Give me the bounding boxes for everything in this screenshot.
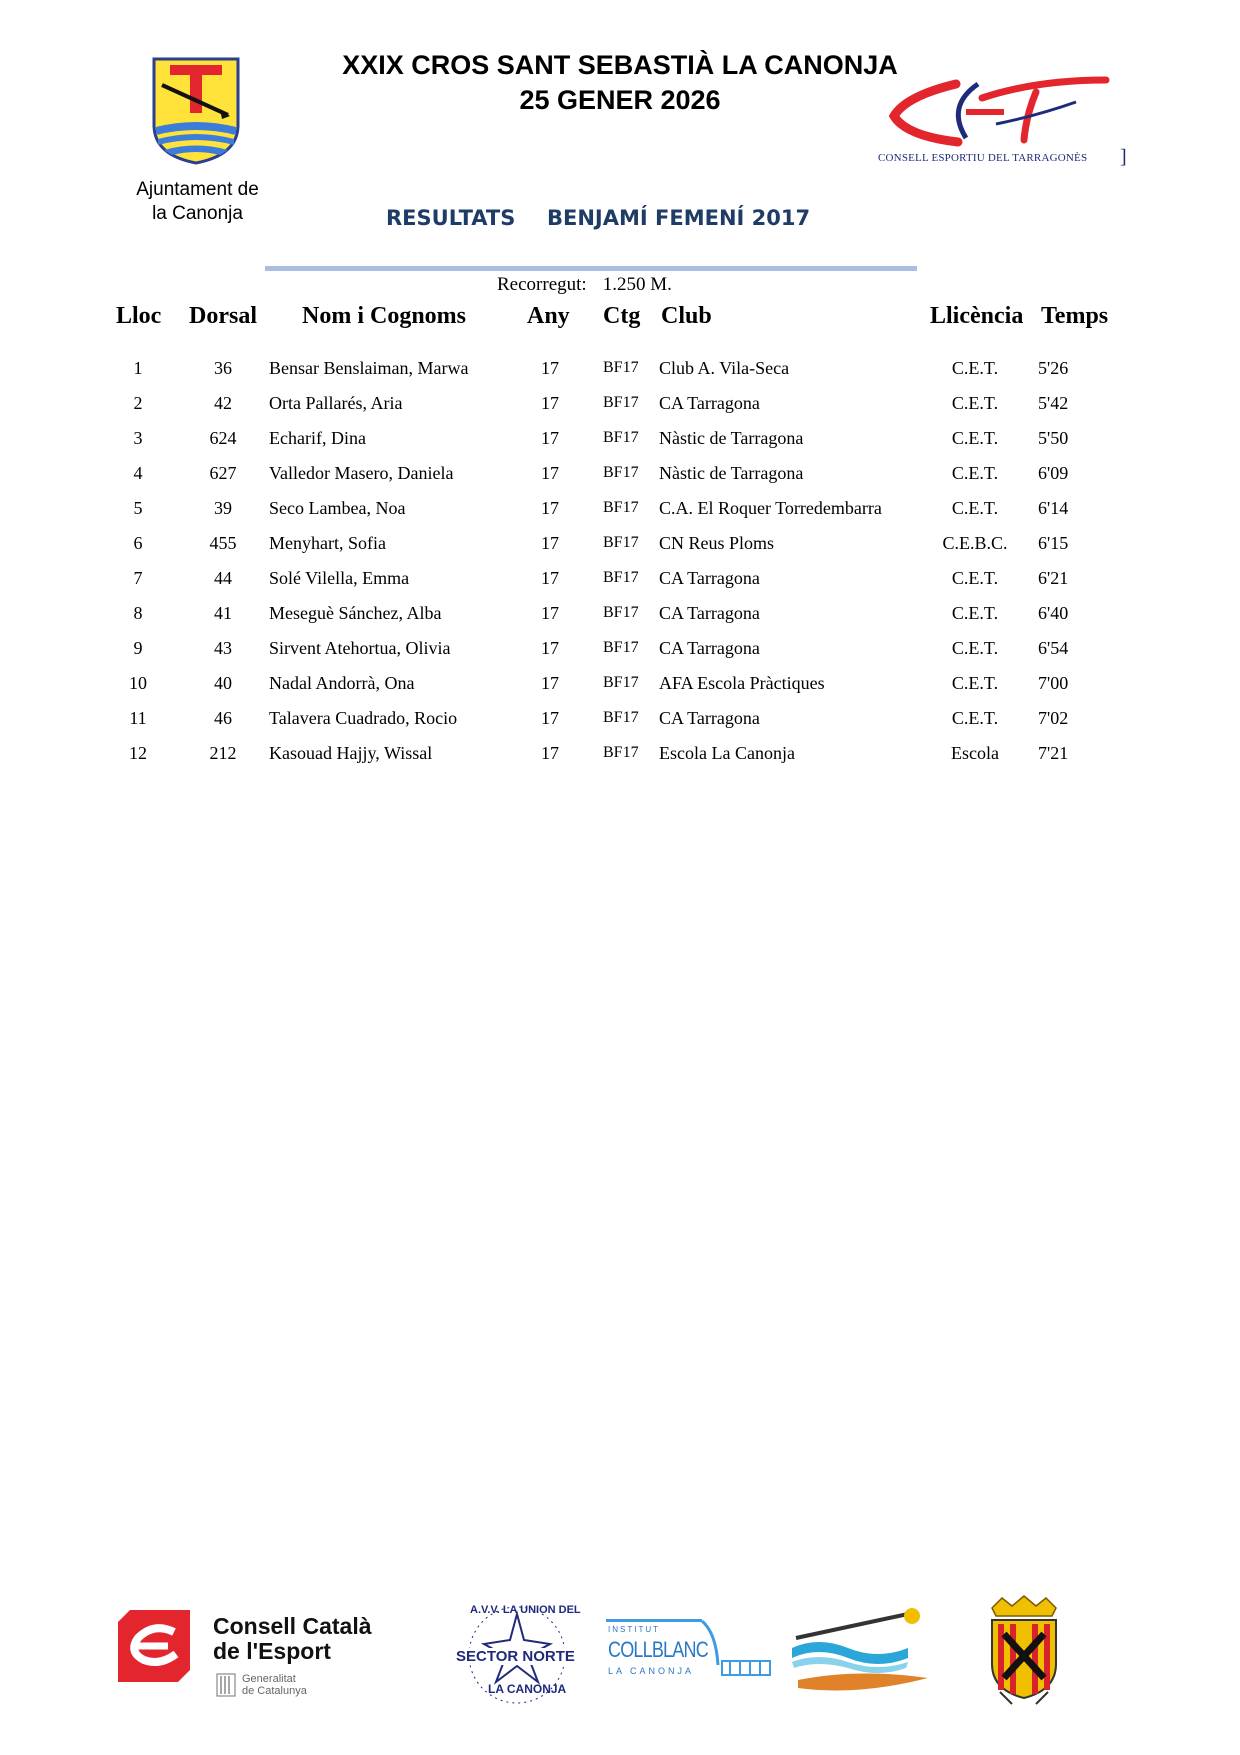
cell-llicencia: C.E.T.: [951, 603, 999, 623]
cell-ctg: BF17: [603, 674, 639, 691]
page-title: XXIX CROS SANT SEBASTIÀ LA CANONJA: [342, 50, 898, 80]
cell-dorsal: 36: [214, 358, 232, 378]
distance-label: Recorregut:: [497, 274, 587, 295]
cell-nom: Sirvent Atehortua, Olivia: [269, 638, 451, 658]
cell-lloc: 8: [133, 603, 143, 623]
canonja-coat-of-arms-icon: [150, 55, 242, 167]
cell-nom: Kasouad Hajjy, Wissal: [269, 743, 433, 763]
cell-any: 17: [541, 568, 559, 588]
cell-nom: Echarif, Dina: [269, 428, 366, 448]
cell-any: 17: [541, 533, 559, 553]
cell-dorsal: 46: [214, 708, 232, 728]
cell-dorsal: 44: [214, 568, 232, 588]
cell-dorsal: 455: [209, 533, 237, 553]
cell-dorsal: 624: [209, 428, 237, 448]
gen-line1: Generalitat: [242, 1673, 296, 1685]
table-row: [0, 568, 1240, 603]
table-row: [0, 603, 1240, 638]
cell-club: C.A. El Roquer Torredembarra: [659, 498, 882, 518]
cce-line1: Consell Català: [213, 1613, 372, 1639]
cell-ctg: BF17: [603, 709, 639, 726]
cell-temps: 6'40: [1038, 603, 1069, 623]
col-header-llicencia: Llicència: [930, 303, 1024, 329]
cell-ctg: BF17: [603, 464, 639, 481]
cell-dorsal: 43: [214, 638, 232, 658]
cell-llicencia: Escola: [951, 743, 999, 763]
cell-any: 17: [541, 428, 559, 448]
cell-dorsal: 41: [214, 603, 232, 623]
cell-club: Nàstic de Tarragona: [659, 463, 804, 483]
cell-lloc: 3: [133, 428, 143, 448]
avv-mid-text: SECTOR NORTE: [456, 1648, 575, 1665]
cell-temps: 5'50: [1038, 428, 1069, 448]
cell-llicencia: C.E.T.: [951, 568, 999, 588]
table-row: [0, 358, 1240, 393]
cell-ctg: BF17: [603, 744, 639, 761]
cell-nom: Nadal Andorrà, Ona: [269, 673, 415, 693]
cell-dorsal: 42: [214, 393, 232, 413]
cell-dorsal: 40: [214, 673, 232, 693]
cell-llicencia: C.E.T.: [951, 393, 999, 413]
cell-any: 17: [541, 638, 559, 658]
cell-temps: 6'09: [1038, 463, 1069, 483]
collblanc-name-text: COLLBLANC: [608, 1637, 708, 1662]
table-row: [0, 673, 1240, 708]
cell-lloc: 9: [133, 638, 143, 658]
cell-nom: Orta Pallarés, Aria: [269, 393, 403, 413]
col-header-lloc: Lloc: [116, 303, 162, 329]
cell-nom: Bensar Benslaiman, Marwa: [269, 358, 469, 378]
table-row: [0, 708, 1240, 743]
cell-llicencia: C.E.T.: [951, 708, 999, 728]
cell-ctg: BF17: [603, 359, 639, 376]
cell-lloc: 12: [129, 743, 147, 763]
generalitat-icon: [216, 1673, 236, 1697]
table-row: [0, 428, 1240, 463]
cell-nom: Menyhart, Sofia: [269, 533, 386, 553]
cell-temps: 7'02: [1038, 708, 1069, 728]
table-row: [0, 743, 1240, 778]
table-row: [0, 498, 1240, 533]
cell-any: 17: [541, 603, 559, 623]
cell-any: 17: [541, 673, 559, 693]
cell-lloc: 6: [133, 533, 143, 553]
col-header-temps: Temps: [1041, 303, 1109, 329]
cell-llicencia: C.E.T.: [951, 358, 999, 378]
gen-line2: de Catalunya: [242, 1685, 307, 1697]
avv-bottom-text: LA CANONJA: [488, 1682, 567, 1696]
cell-any: 17: [541, 393, 559, 413]
cell-club: AFA Escola Pràctiques: [659, 673, 825, 693]
cell-temps: 6'14: [1038, 498, 1069, 518]
canonja-shield-icon: [982, 1594, 1066, 1706]
cce-line2: de l'Esport: [213, 1638, 331, 1664]
avv-top-text: A.V.V. LA UNION DEL: [470, 1604, 581, 1616]
ajuntament-label: [110, 178, 285, 226]
table-row: [0, 393, 1240, 428]
category-label: BENJAMÍ FEMENÍ 2017: [547, 206, 811, 230]
page-date: 25 GENER 2026: [519, 85, 721, 115]
cell-temps: 6'15: [1038, 533, 1069, 553]
cell-temps: 5'42: [1038, 393, 1069, 413]
cell-club: CA Tarragona: [659, 638, 760, 658]
cell-llicencia: C.E.B.C.: [942, 533, 1008, 553]
cell-dorsal: 212: [209, 743, 237, 763]
cell-llicencia: C.E.T.: [951, 498, 999, 518]
cell-llicencia: C.E.T.: [951, 638, 999, 658]
cell-nom: Talavera Cuadrado, Rocio: [269, 708, 458, 728]
col-header-dorsal: Dorsal: [189, 303, 257, 329]
cell-ctg: BF17: [603, 429, 639, 446]
cet-logo-icon: [886, 76, 1116, 154]
cell-nom: Seco Lambea, Noa: [269, 498, 406, 518]
cet-logo-text: CONSELL ESPORTIU DEL TARRAGONÈS: [878, 152, 1088, 164]
cell-nom: Valledor Masero, Daniela: [269, 463, 454, 483]
cell-any: 17: [541, 743, 559, 763]
col-header-ctg: Ctg: [603, 303, 641, 329]
cell-club: CA Tarragona: [659, 393, 760, 413]
ajuntament-line2: la Canonja: [152, 203, 243, 224]
collblanc-sub-text: LA CANONJA: [608, 1666, 695, 1676]
generalitat-name: [242, 1673, 307, 1697]
cell-llicencia: C.E.T.: [951, 463, 999, 483]
cell-dorsal: 627: [209, 463, 237, 483]
cell-club: CN Reus Ploms: [659, 533, 775, 553]
table-row: [0, 463, 1240, 498]
cell-any: 17: [541, 463, 559, 483]
cell-lloc: 5: [133, 498, 143, 518]
cell-any: 17: [541, 708, 559, 728]
col-header-any: Any: [527, 303, 570, 329]
table-row: [0, 533, 1240, 568]
cell-temps: 7'00: [1038, 673, 1069, 693]
cell-any: 17: [541, 358, 559, 378]
cell-temps: 7'21: [1038, 743, 1069, 763]
club-emblem-icon: [788, 1608, 933, 1696]
cell-lloc: 2: [133, 393, 143, 413]
cell-ctg: BF17: [603, 534, 639, 551]
distance-value: 1.250 M.: [602, 274, 672, 295]
col-header-club: Club: [661, 303, 712, 329]
collblanc-top-text: INSTITUT: [608, 1625, 660, 1634]
cell-ctg: BF17: [603, 569, 639, 586]
cell-club: Club A. Vila-Seca: [659, 358, 790, 378]
cell-ctg: BF17: [603, 639, 639, 656]
cell-club: Nàstic de Tarragona: [659, 428, 804, 448]
cell-ctg: BF17: [603, 394, 639, 411]
cet-bracket: ]: [1120, 146, 1127, 168]
cell-lloc: 11: [129, 708, 147, 728]
table-row: [0, 638, 1240, 673]
distance-line: [497, 274, 672, 296]
cell-nom: Solé Vilella, Emma: [269, 568, 410, 588]
cell-temps: 5'26: [1038, 358, 1069, 378]
cell-llicencia: C.E.T.: [951, 673, 999, 693]
cell-temps: 6'54: [1038, 638, 1069, 658]
cell-temps: 6'21: [1038, 568, 1069, 588]
cell-lloc: 7: [133, 568, 143, 588]
cce-name: [213, 1614, 372, 1664]
cell-club: CA Tarragona: [659, 708, 760, 728]
cell-llicencia: C.E.T.: [951, 428, 999, 448]
ajuntament-line1: Ajuntament de: [136, 179, 259, 200]
collblanc-logo-icon: [606, 1615, 771, 1685]
cell-lloc: 10: [129, 673, 147, 693]
cell-club: CA Tarragona: [659, 568, 760, 588]
cell-ctg: BF17: [603, 604, 639, 621]
header-divider: [265, 266, 917, 271]
cce-logo-icon: [118, 1610, 190, 1682]
col-header-nom: Nom i Cognoms: [302, 303, 467, 329]
cell-club: Escola La Canonja: [659, 743, 795, 763]
cell-any: 17: [541, 498, 559, 518]
cell-club: CA Tarragona: [659, 603, 760, 623]
cell-nom: Meseguè Sánchez, Alba: [269, 603, 442, 623]
cell-lloc: 1: [133, 358, 143, 378]
cell-ctg: BF17: [603, 499, 639, 516]
cell-dorsal: 39: [214, 498, 232, 518]
results-label: RESULTATS: [386, 206, 516, 230]
cell-lloc: 4: [133, 463, 143, 483]
